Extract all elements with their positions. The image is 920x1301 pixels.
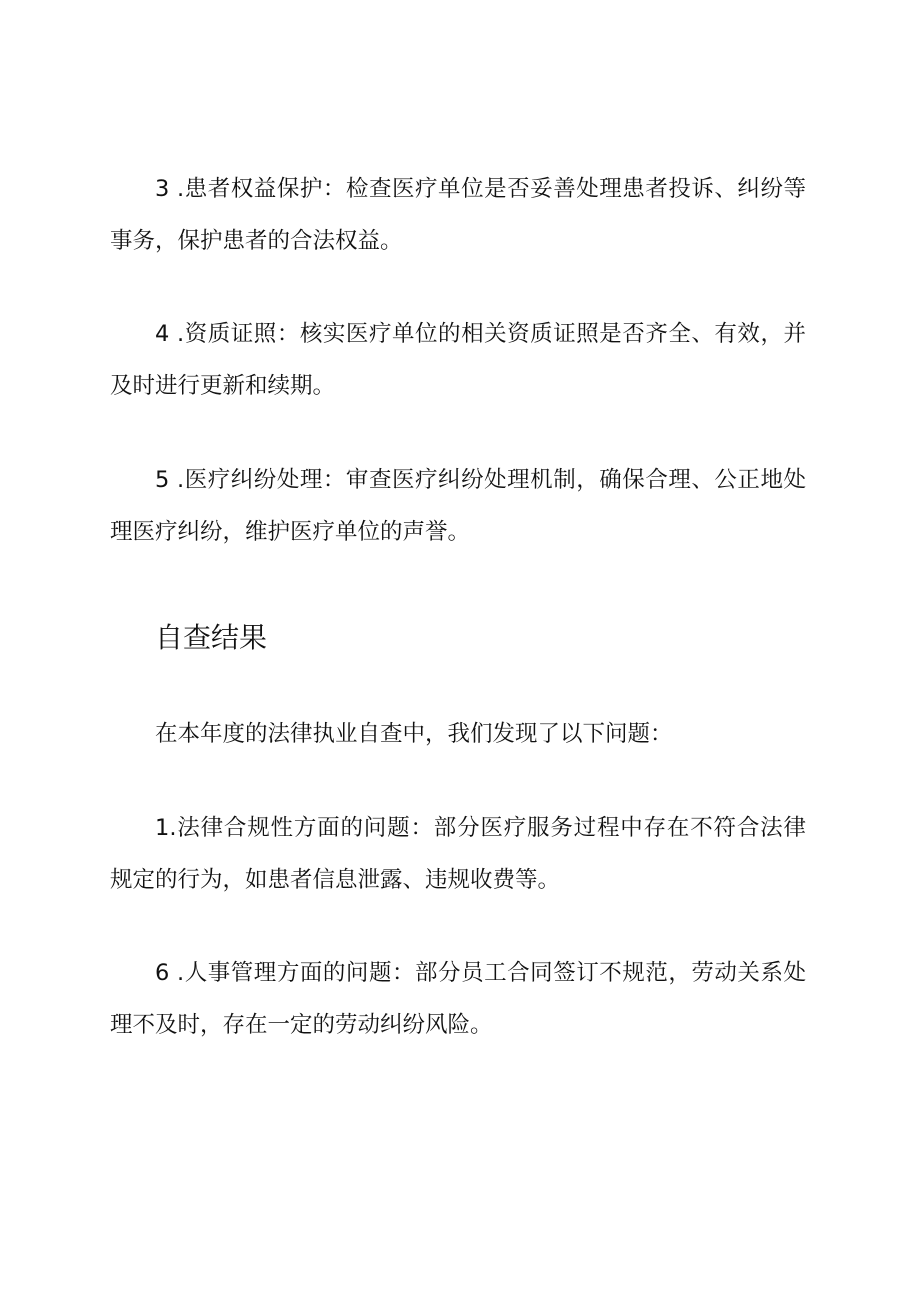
- list-item: [110, 163, 806, 267]
- item-number: 3: [155, 176, 170, 202]
- item-number: 1.: [155, 815, 177, 841]
- section-heading: 自查结果: [155, 622, 268, 653]
- list-item: [110, 454, 806, 558]
- item-text: .患者权益保护：检查医疗单位是否妥善处理患者投诉、纠纷等事务，保护患者的合法权益。: [110, 176, 806, 254]
- item-number: 5: [155, 467, 170, 493]
- result-item: [110, 947, 806, 1051]
- item-number: 4: [155, 321, 170, 347]
- item-text: .人事管理方面的问题：部分员工合同签订不规范，劳动关系处理不及时，存在一定的劳动纠纷风险。: [110, 960, 806, 1038]
- section-intro: 在本年度的法律执业自查中，我们发现了以下问题：: [155, 721, 673, 747]
- item-number: 6: [155, 960, 170, 986]
- list-item: [110, 308, 806, 412]
- result-item: [110, 802, 806, 906]
- item-text: .资质证照：核实医疗单位的相关资质证照是否齐全、有效，并及时进行更新和续期。: [110, 321, 806, 399]
- item-text: .医疗纠纷处理：审查医疗纠纷处理机制，确保合理、公正地处理医疗纠纷，维护医疗单位的声誉。: [110, 467, 806, 545]
- item-text: 法律合规性方面的问题：部分医疗服务过程中存在不符合法律规定的行为，如患者信息泄露、违规收费等。: [110, 815, 806, 893]
